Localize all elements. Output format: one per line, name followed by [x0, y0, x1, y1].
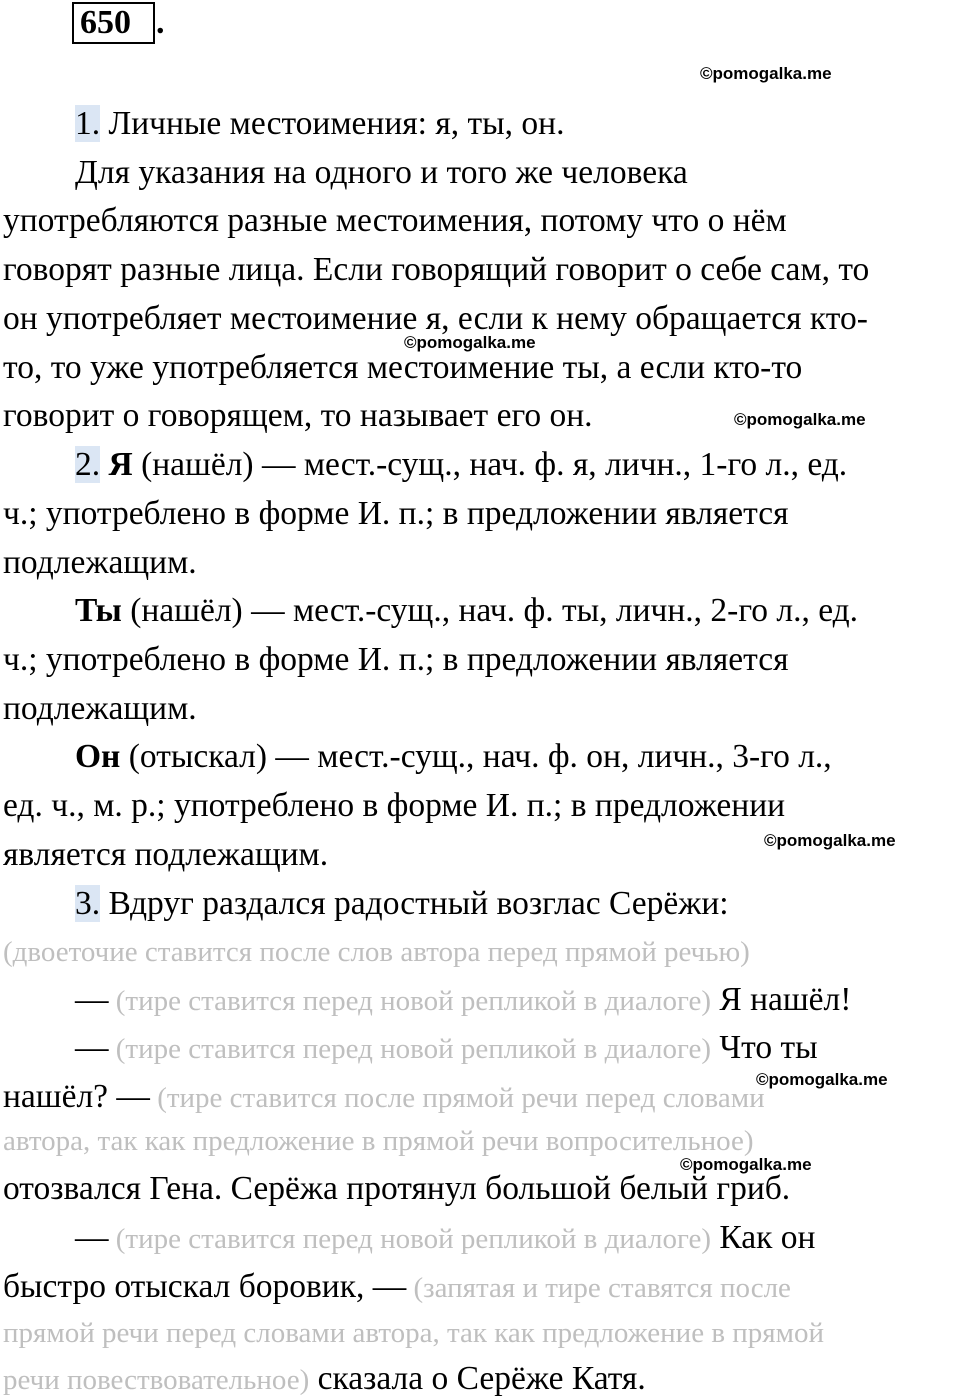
section2-p2-line3: подлежащим. [3, 690, 197, 727]
task-number: 650 [80, 4, 131, 41]
section2-p3-line3: является подлежащим. [3, 836, 329, 873]
section3-line4: — (тире ставится перед новой репликой в диалоге) Что ты [75, 1029, 818, 1066]
section3-line11: речи повествовательное) сказала о Серёже Катя. [3, 1360, 646, 1397]
section1-line2: Для указания на одного и того же человека [75, 154, 688, 191]
watermark: ©pomogalka.me [700, 64, 832, 83]
watermark: ©pomogalka.me [404, 333, 536, 352]
section3-line5: нашёл? — (тире ставится после прямой речи перед словами [3, 1078, 765, 1115]
section1-line3: употребляются разные местоимения, потому что о нём [3, 202, 787, 239]
section3-number: 3. [75, 885, 101, 922]
section3-line1: 3. Вдруг раздался радостный возглас Серёжи: [75, 885, 729, 922]
section3-line7: отозвался Гена. Серёжа протянул большой белый гриб. [3, 1170, 791, 1207]
section3-line9: быстро отыскал боровик, — (запятая и тире ставятся после [3, 1268, 791, 1305]
section2-p1-line3: подлежащим. [3, 544, 197, 581]
section1-line6: то, то уже употребляется местоимение ты, а если кто-то [3, 349, 803, 386]
section3-line10: прямой речи перед словами автора, так как предложение в прямой [3, 1317, 824, 1349]
task-number-suffix: . [156, 4, 165, 41]
section2-p2-line1: Ты (нашёл) — мест.-сущ., нач. ф. ты, личн., 2-го л., ед. [75, 592, 859, 629]
section1-line4: говорят разные лица. Если говорящий говорит о себе сам, то [3, 251, 870, 288]
watermark: ©pomogalka.me [680, 1155, 812, 1174]
section1-line1: 1. Личные местоимения: я, ты, он. [75, 105, 565, 142]
section1-line5: он употребляет местоимение я, если к нему обращается кто- [3, 300, 868, 337]
section3-line8: — (тире ставится перед новой репликой в диалоге) Как он [75, 1219, 816, 1256]
watermark: ©pomogalka.me [764, 831, 896, 850]
section2-p3-line2: ед. ч., м. р.; употреблено в форме И. п.; в предложении [3, 787, 786, 824]
section1-line7: говорит о говорящем, то называет его он. [3, 397, 593, 434]
watermark: ©pomogalka.me [734, 410, 866, 429]
section2-p3-line1: Он (отыскал) — мест.-сущ., нач. ф. он, личн., 3-го л., [75, 738, 832, 775]
section3-note-colon: (двоеточие ставится после слов автора перед прямой речью) [3, 936, 750, 968]
section3-line6: автора, так как предложение в прямой речи вопросительное) [3, 1125, 754, 1157]
section2-p2-line2: ч.; употреблено в форме И. п.; в предложении является [3, 641, 789, 678]
section2-p1-line2: ч.; употреблено в форме И. п.; в предложении является [3, 495, 789, 532]
section2-p1-line1: 2. Я (нашёл) — мест.-сущ., нач. ф. я, личн., 1-го л., ед. [75, 446, 848, 483]
watermark: ©pomogalka.me [756, 1070, 888, 1089]
section1-number: 1. [75, 105, 101, 142]
section2-number: 2. [75, 446, 101, 483]
section3-line3: — (тире ставится перед новой репликой в диалоге) Я нашёл! [75, 981, 852, 1018]
